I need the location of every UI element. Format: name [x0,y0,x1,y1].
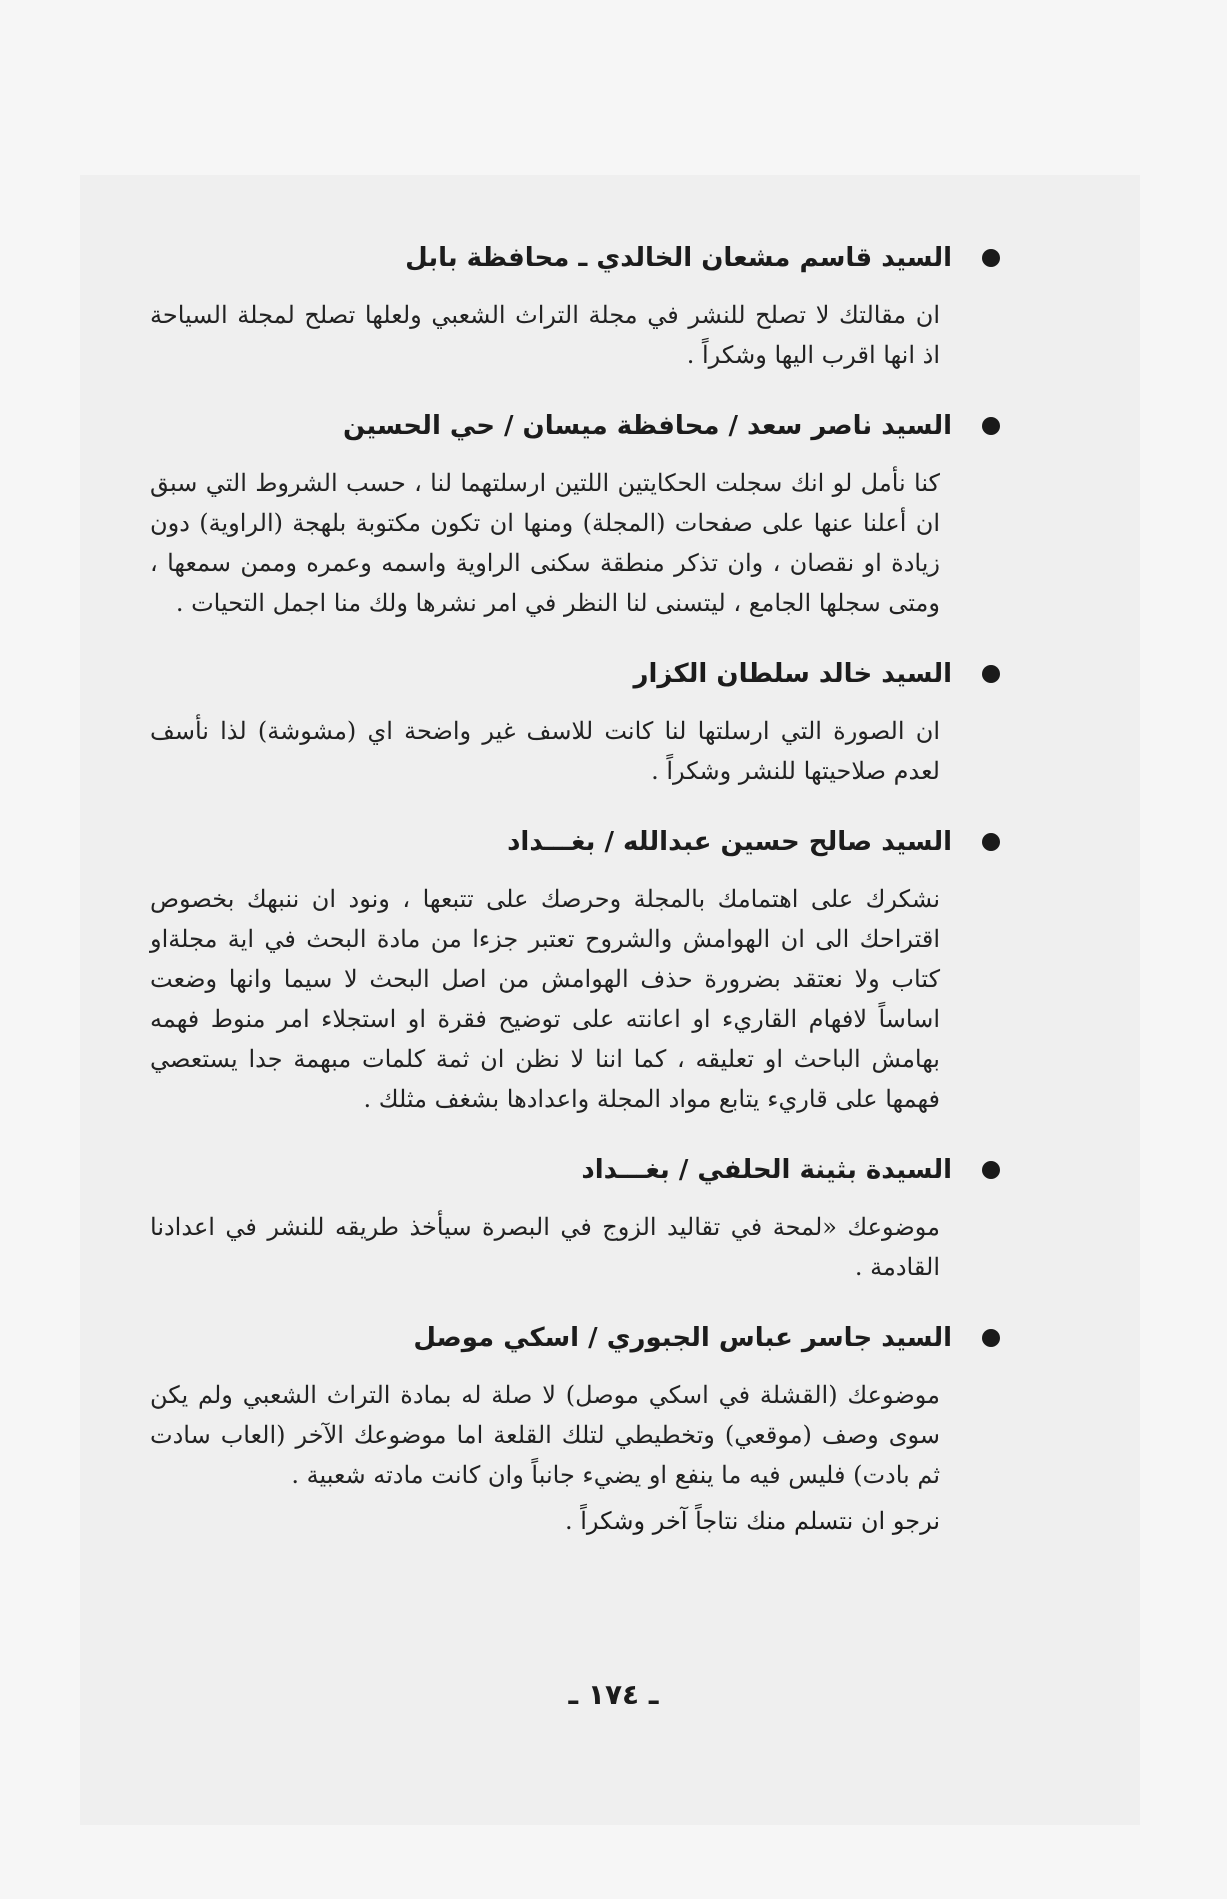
reply-entry [150,651,1000,791]
recipient-name: السيد صالح حسين عبدالله / بغـــداد [507,827,952,857]
recipient-name: السيد جاسر عباس الجبوري / اسكي موصل [413,1323,952,1353]
recipient-name: السيدة بثينة الحلفي / بغـــداد [581,1155,952,1185]
closing-line: نرجو ان نتسلم منك نتاجاً آخر وشكراً . [564,1507,940,1535]
reply-text: موضوعك (القشلة في اسكي موصل) لا صلة له بمادة التراث الشعبي ولم يكن سوى وصف (موقعي) وتخطيطي لتلك القلعة اما موضوعك الآخر (العاب سادت ثم بادت) فليس فيه ما ينفع او يضيء جانباً وان كانت مادته شعبية . [150,1381,940,1489]
bullet-icon [982,1161,1000,1179]
bullet-icon [982,417,1000,435]
entry-heading [150,819,1000,865]
entry-heading [150,1147,1000,1193]
entry-heading [150,651,1000,697]
reply-entry [150,1147,1000,1287]
bullet-icon [982,1329,1000,1347]
reply-entry [150,403,1000,623]
letters-column [150,235,1000,1569]
reply-text: ان الصورة التي ارسلتها لنا كانت للاسف غير واضحة اي (مشوشة) لذا نأسف لعدم صلاحيتها للنشر وشكراً . [150,717,940,785]
reply-text: نشكرك على اهتمامك بالمجلة وحرصك على تتبعها ، ونود ان ننبهك بخصوص اقتراحك الى ان الهوامش والشروح تعتبر جزءا من مادة البحث في اية مجلةاو كتاب ولا نعتقد بضرورة حذف الهوامش من اصل البحث لا سيما وانها وضعت اساساً لافهام القاريء او اعانته على توضيح فقرة او استجلاء امر منوط فهمه بهامش الباحث او تعليقه ، كما اننا لا نظن ان ثمة كلمات مبهمة جدا يستعصي فهمها على قاريء يتابع مواد المجلة واعدادها بشغف مثلك . [150,885,941,1113]
recipient-name: السيد قاسم مشعان الخالدي ـ محافظة بابل [405,243,952,273]
reply-text: كنا نأمل لو انك سجلت الحكايتين اللتين ارسلتهما لنا ، حسب الشروط التي سبق ان أعلنا عنها على صفحات (المجلة) ومنها ان تكون مكتوبة بلهجة (الراوية) دون زيادة او نقصان ، وان تذكر منطقة سكنى الراوية واسمه وعمره وممن سمعها ، ومتى سجلها الجامع ، ليتسنى لنا النظر في امر نشرها ولك منا اجمل التحيات . [150,469,940,617]
entry-heading [150,403,1000,449]
bullet-icon [982,833,1000,851]
bullet-icon [982,665,1000,683]
reply-entry [150,235,1000,375]
reply-entry [150,819,1000,1119]
recipient-name: السيد خالد سلطان الكزار [633,659,952,689]
entry-heading [150,1315,1000,1361]
page-number: ـ ١٧٤ ـ [568,1678,659,1711]
reply-text: ان مقالتك لا تصلح للنشر في مجلة التراث الشعبي ولعلها تصلح لمجلة السياحة اذ انها اقرب اليها وشكراً . [150,301,940,369]
bullet-icon [982,249,1000,267]
recipient-name: السيد ناصر سعد / محافظة ميسان / حي الحسين [342,411,952,441]
entry-heading [150,235,1000,281]
reply-text: موضوعك «لمحة في تقاليد الزوج في البصرة سيأخذ طريقه للنشر في اعدادنا القادمة . [150,1213,940,1281]
reply-entry [150,1315,1000,1541]
